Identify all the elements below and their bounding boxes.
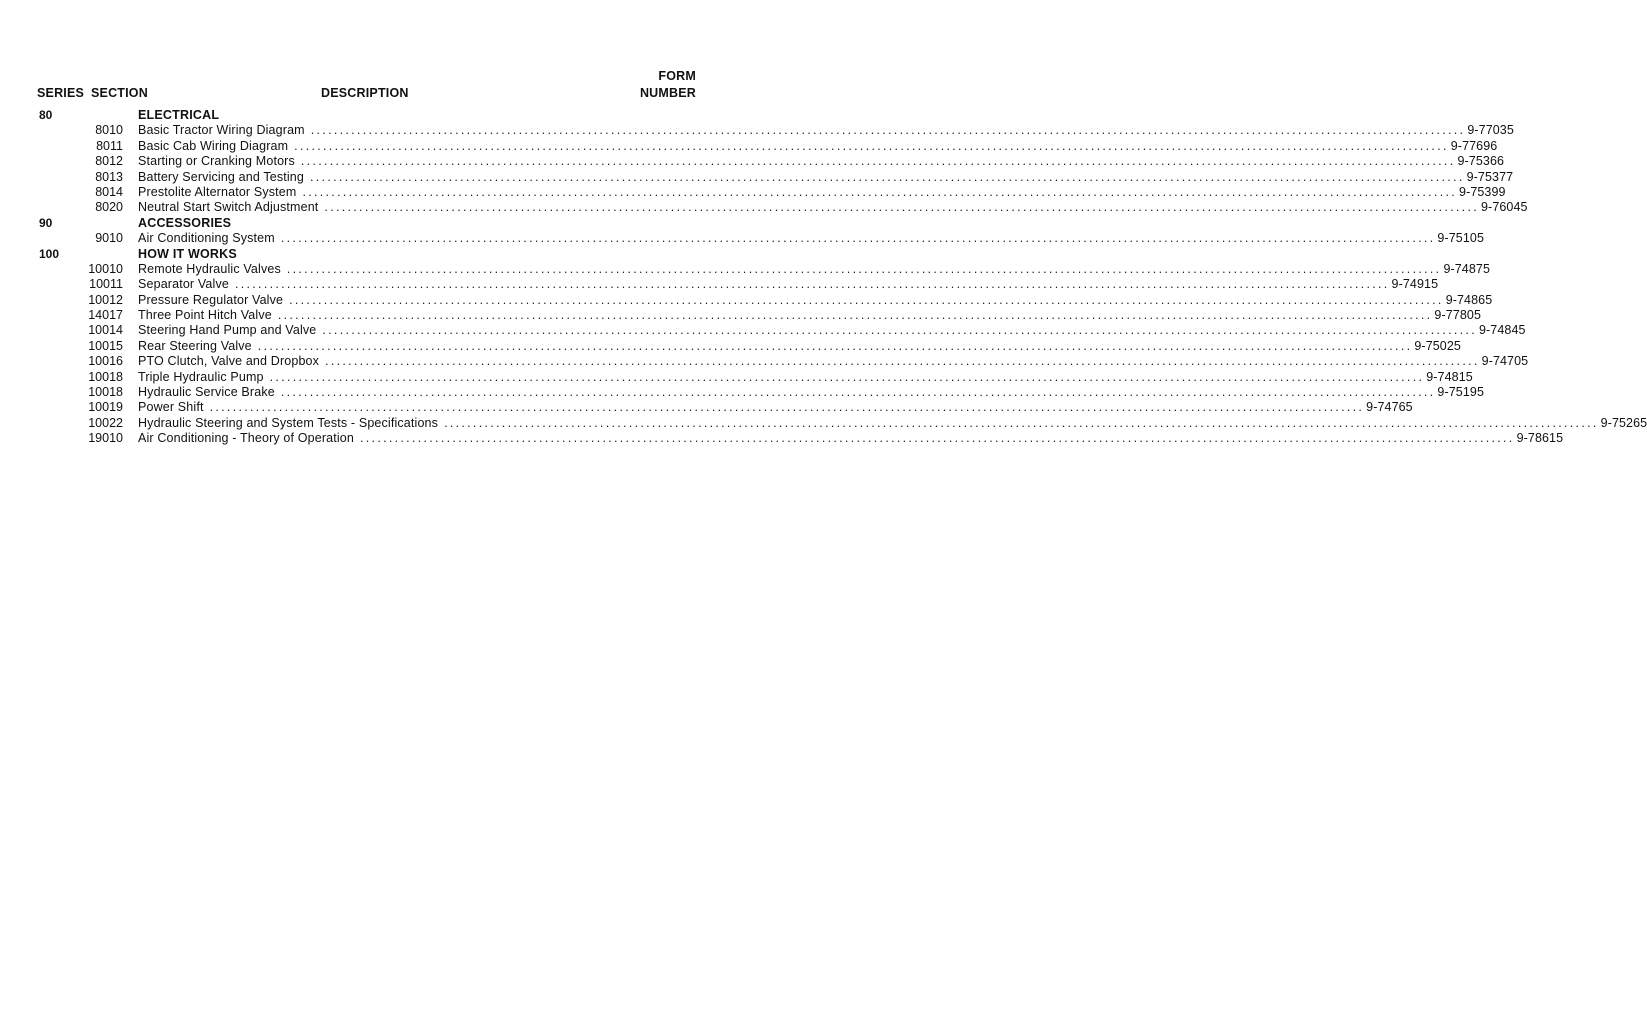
table-row xyxy=(0,323,1526,338)
dot-leader: ........................................................................................................................................................................................................ xyxy=(280,385,1436,400)
description-text: Hydraulic Service Brake xyxy=(138,385,275,400)
section-number: 8010 xyxy=(95,123,123,138)
table-row xyxy=(0,400,1413,415)
section-number: 10019 xyxy=(88,400,123,415)
description-line xyxy=(138,385,1484,400)
description-text: Separator Valve xyxy=(138,277,229,292)
series-number: 80 xyxy=(39,108,53,122)
section-number: 10016 xyxy=(88,354,123,369)
section-column-header: SECTION xyxy=(91,86,148,100)
dot-leader: ........................................................................................................................................................................................................ xyxy=(257,338,1413,353)
description-line xyxy=(138,369,1473,385)
form-number: 9-74915 xyxy=(1391,277,1439,292)
description-column-header: DESCRIPTION xyxy=(321,86,409,100)
form-column-header-line1: FORM xyxy=(658,69,696,83)
description-line xyxy=(138,261,1491,277)
description-text: Basic Tractor Wiring Diagram xyxy=(138,123,305,138)
dot-leader: ........................................................................................................................................................................................................ xyxy=(269,369,1425,384)
series-group-title: HOW IT WORKS xyxy=(138,246,237,261)
description-line xyxy=(138,323,1526,338)
dot-leader: ........................................................................................................................................................................................................ xyxy=(289,292,1444,307)
table-row xyxy=(0,292,1493,308)
table-row xyxy=(0,354,1529,369)
table-row xyxy=(0,415,1647,431)
form-number: 9-75366 xyxy=(1457,154,1505,169)
table-row xyxy=(0,154,1505,169)
description-line xyxy=(138,431,1564,446)
series-group-row xyxy=(0,216,794,231)
description-line xyxy=(138,277,1439,292)
table-row xyxy=(0,200,1528,215)
table-row xyxy=(0,338,1461,354)
description-line xyxy=(138,292,1493,308)
series-number: 90 xyxy=(39,215,53,230)
table-row xyxy=(0,369,1473,385)
form-number: 9-78615 xyxy=(1516,431,1564,446)
form-number: 9-77696 xyxy=(1450,138,1498,153)
form-number: 9-75195 xyxy=(1437,385,1484,400)
dot-leader: ........................................................................................................................................................................................................ xyxy=(277,308,1433,323)
dot-leader: ........................................................................................................................................................................................................ xyxy=(286,261,1442,276)
table-header xyxy=(0,68,794,104)
form-number: 9-74865 xyxy=(1445,292,1493,307)
form-number: 9-75265 xyxy=(1600,415,1647,430)
section-number: 8013 xyxy=(95,169,123,184)
dot-leader: ........................................................................................................................................................................................................ xyxy=(325,354,1480,369)
description-line xyxy=(138,184,1506,200)
description-text: PTO Clutch, Valve and Dropbox xyxy=(138,354,320,369)
dot-leader: ........................................................................................................................................................................................................ xyxy=(310,169,1465,184)
description-text: Hydraulic Steering and System Tests - Specifications xyxy=(138,415,439,430)
description-line xyxy=(138,154,1505,169)
description-text: Triple Hydraulic Pump xyxy=(138,369,264,384)
description-text: Three Point Hitch Valve xyxy=(138,308,272,323)
table-row xyxy=(0,261,1491,277)
description-line xyxy=(138,354,1529,369)
form-number: 9-75399 xyxy=(1459,184,1506,199)
dot-leader: ........................................................................................................................................................................................................ xyxy=(234,277,1390,292)
series-group-title: ELECTRICAL xyxy=(138,108,220,122)
description-line xyxy=(138,169,1514,185)
section-number: 8014 xyxy=(95,184,123,199)
form-number: 9-75377 xyxy=(1466,169,1514,184)
series-number: 100 xyxy=(39,246,60,261)
section-number: 10018 xyxy=(88,369,123,384)
description-line xyxy=(138,400,1413,415)
description-text: Air Conditioning System xyxy=(138,231,275,246)
series-group-row xyxy=(0,108,794,123)
index-table xyxy=(0,108,1647,447)
section-number: 10010 xyxy=(88,261,123,276)
dot-leader: ........................................................................................................................................................................................................ xyxy=(360,431,1515,446)
description-line xyxy=(138,415,1647,431)
section-number: 10014 xyxy=(88,323,123,338)
description-text: Power Shift xyxy=(138,400,204,415)
dot-leader: ........................................................................................................................................................................................................ xyxy=(444,415,1599,430)
table-row xyxy=(0,431,1564,446)
form-number: 9-74765 xyxy=(1366,400,1413,415)
dot-leader: ........................................................................................................................................................................................................ xyxy=(324,200,1479,215)
description-text: Battery Servicing and Testing xyxy=(138,169,305,184)
section-number: 14017 xyxy=(88,308,123,323)
description-line xyxy=(138,338,1461,354)
description-text: Steering Hand Pump and Valve xyxy=(138,323,317,338)
description-text: Pressure Regulator Valve xyxy=(138,292,284,307)
description-text: Air Conditioning - Theory of Operation xyxy=(138,431,354,446)
series-group-title: ACCESSORIES xyxy=(138,215,232,230)
description-text: Rear Steering Valve xyxy=(138,338,252,353)
series-group-row xyxy=(0,247,794,262)
description-line xyxy=(138,200,1528,215)
section-number: 10022 xyxy=(88,415,123,430)
dot-leader: ........................................................................................................................................................................................................ xyxy=(300,154,1456,169)
dot-leader: ........................................................................................................................................................................................................ xyxy=(294,138,1449,153)
dot-leader: ........................................................................................................................................................................................................ xyxy=(302,184,1458,199)
section-number: 19010 xyxy=(88,431,123,446)
description-text: Basic Cab Wiring Diagram xyxy=(138,138,289,153)
form-number: 9-74705 xyxy=(1481,354,1529,369)
form-number: 9-77805 xyxy=(1434,308,1481,323)
table-row xyxy=(0,138,1498,154)
table-row xyxy=(0,385,1484,400)
description-text: Neutral Start Switch Adjustment xyxy=(138,200,319,215)
form-number: 9-74815 xyxy=(1426,369,1473,384)
section-number: 8012 xyxy=(95,154,123,169)
description-text: Prestolite Alternator System xyxy=(138,184,297,199)
description-line xyxy=(138,308,1481,323)
table-row xyxy=(0,184,1506,200)
form-number: 9-75105 xyxy=(1437,231,1484,246)
table-row xyxy=(0,169,1514,185)
form-number: 9-75025 xyxy=(1414,338,1461,353)
series-column-header: SERIES xyxy=(37,86,85,100)
form-number: 9-76045 xyxy=(1481,200,1528,215)
dot-leader: ........................................................................................................................................................................................................ xyxy=(322,323,1477,338)
dot-leader: ........................................................................................................................................................................................................ xyxy=(280,231,1436,246)
description-line xyxy=(138,138,1498,154)
table-row xyxy=(0,231,1484,246)
form-number: 9-74845 xyxy=(1478,323,1526,338)
dot-leader: ........................................................................................................................................................................................................ xyxy=(310,123,1466,138)
form-column-header-line2: NUMBER xyxy=(639,86,696,100)
section-number: 10015 xyxy=(88,338,123,353)
dot-leader: ........................................................................................................................................................................................................ xyxy=(209,400,1365,415)
table-row xyxy=(0,308,1481,323)
table-row xyxy=(0,123,1514,138)
description-text: Starting or Cranking Motors xyxy=(138,154,295,169)
section-number: 10018 xyxy=(88,385,123,400)
section-number: 10012 xyxy=(88,292,123,307)
description-line xyxy=(138,231,1484,246)
section-number: 10011 xyxy=(89,277,123,292)
form-number: 9-77035 xyxy=(1467,123,1514,138)
section-number: 8020 xyxy=(95,200,123,215)
description-line xyxy=(138,123,1514,138)
table-row xyxy=(0,277,1439,292)
description-text: Remote Hydraulic Valves xyxy=(138,261,281,276)
section-number: 8011 xyxy=(96,138,123,153)
form-number: 9-74875 xyxy=(1443,261,1491,276)
section-number: 9010 xyxy=(95,231,123,246)
